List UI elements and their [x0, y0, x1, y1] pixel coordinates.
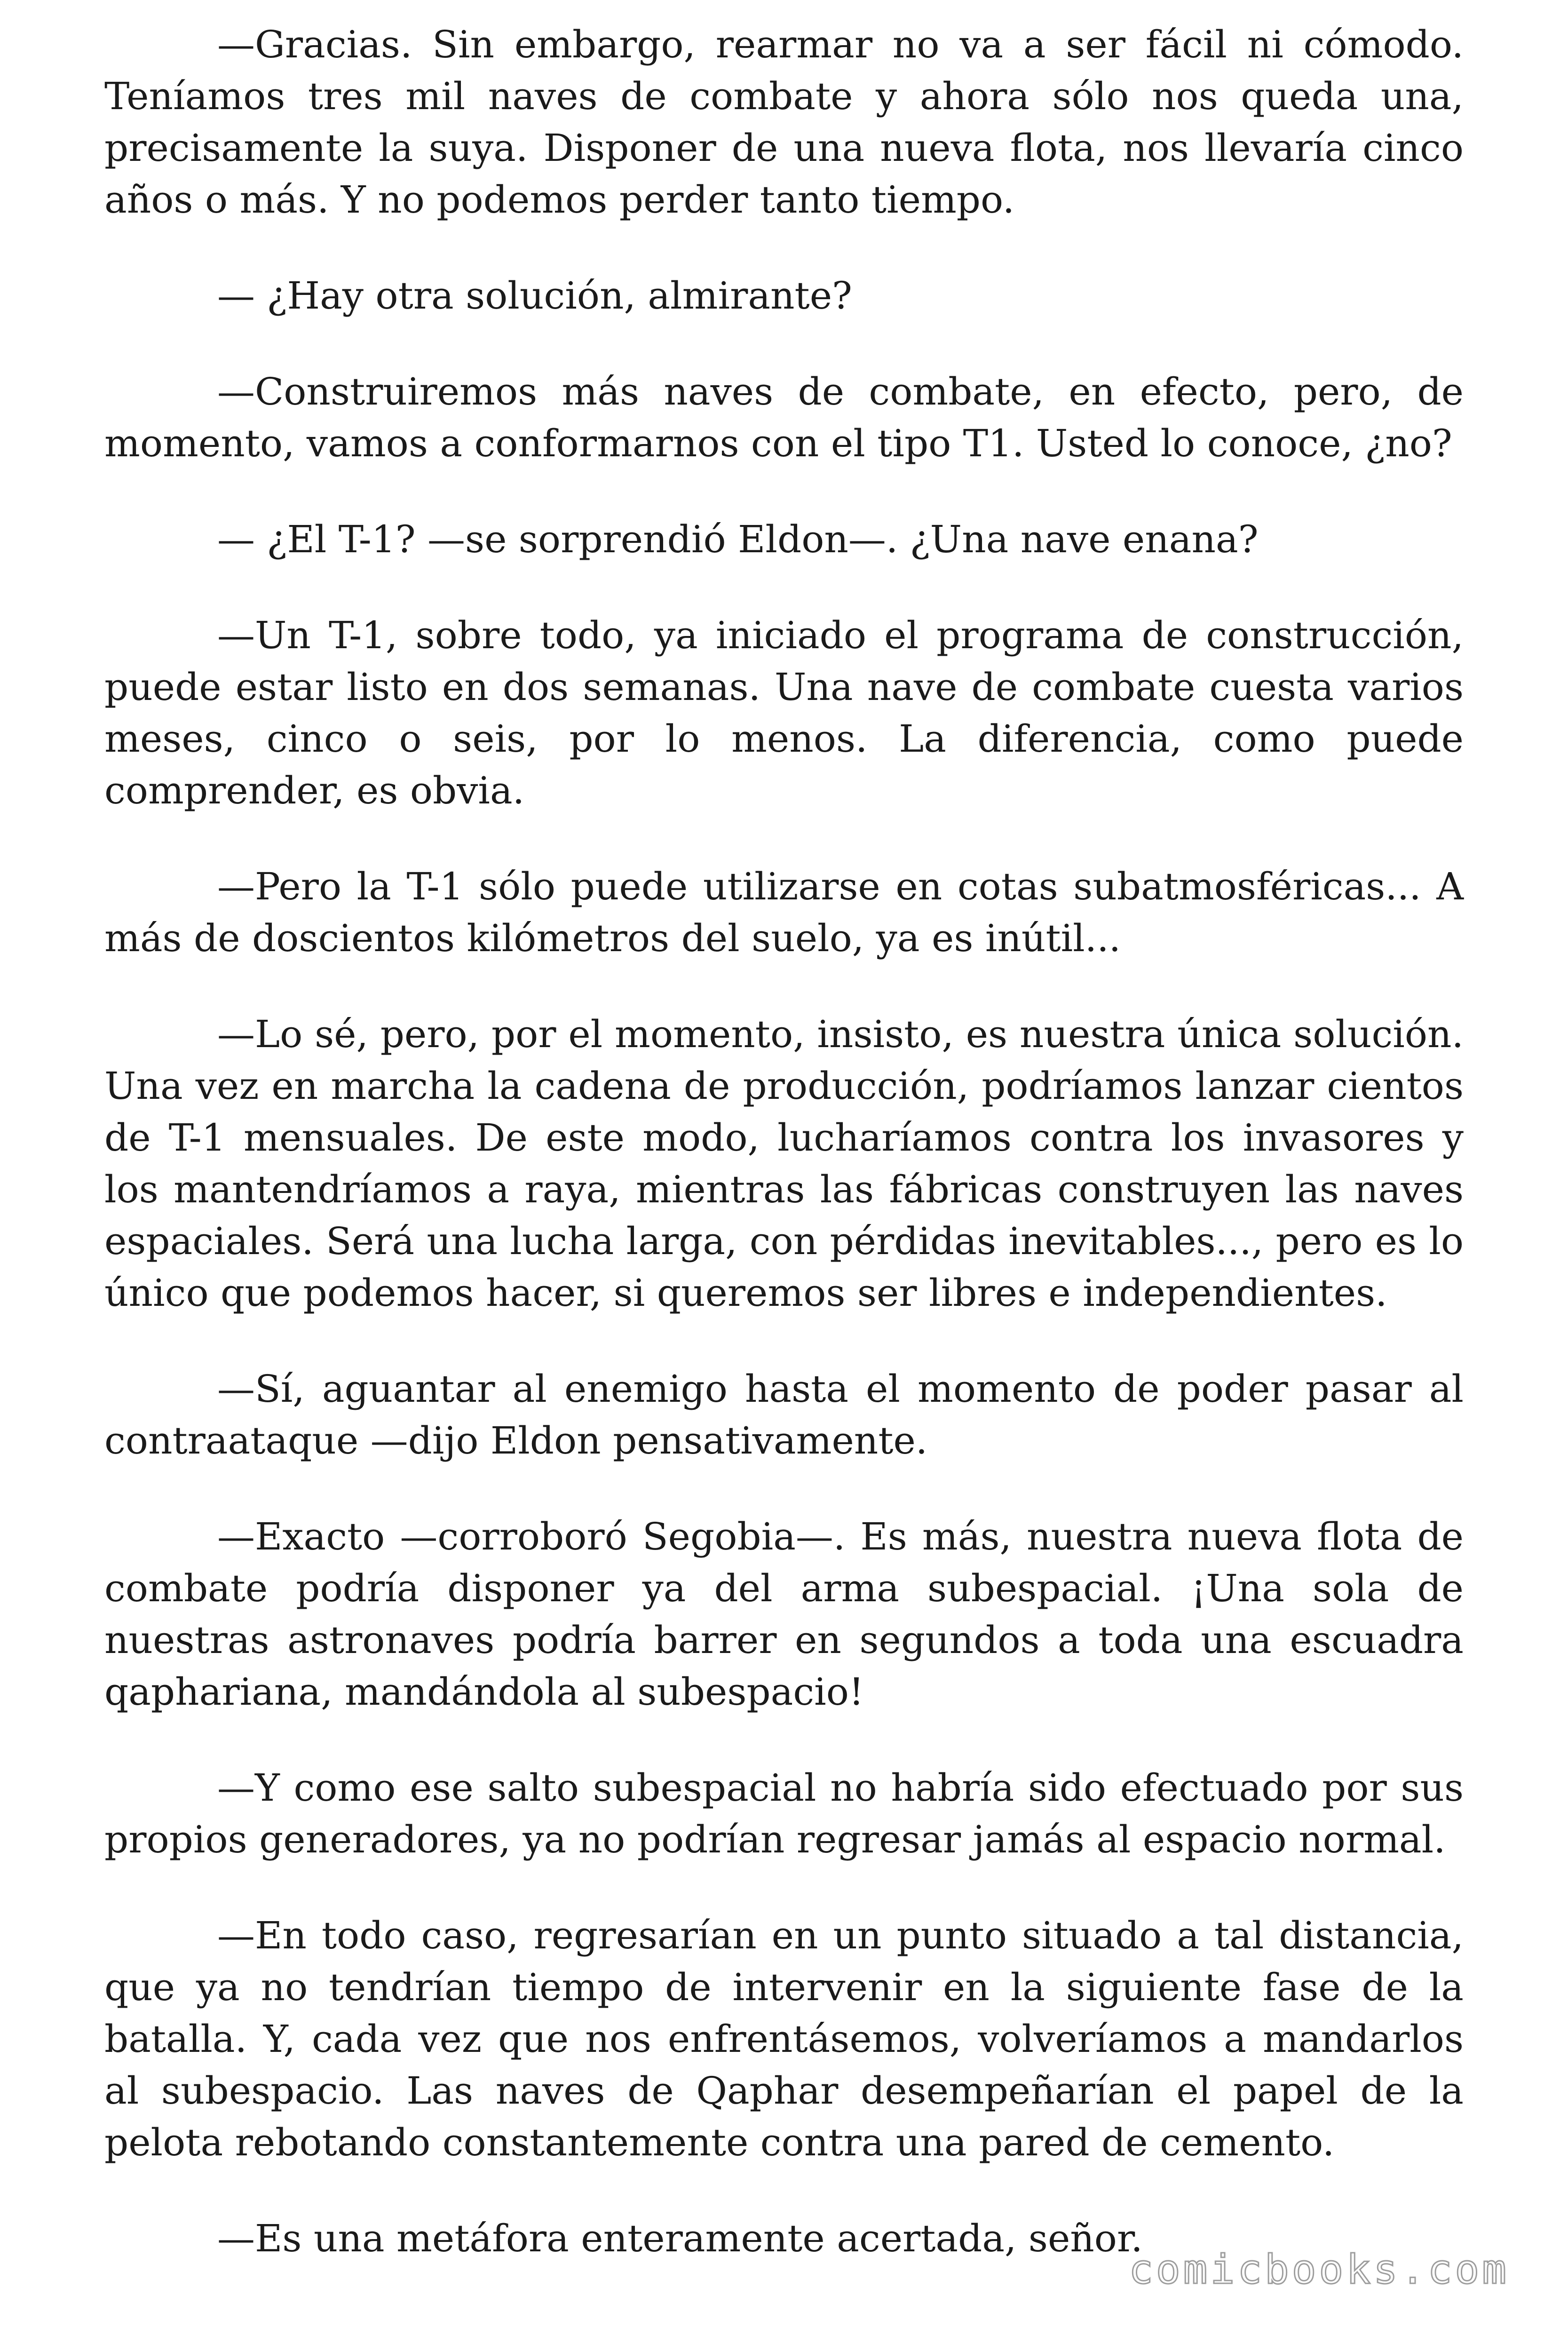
paragraph: — ¿El T-1? —se sorprendió Eldon—. ¿Una nave enana?	[217, 517, 1259, 561]
paragraph: —Lo sé, pero, por el momento, insisto, es nuestra única solución. Una vez en marcha la cadena de producción, podríamos lanzar cientos de T-1 mensuales. De este modo, lucharíamos contra los invasores y los mantendríamos a raya, mientras las fábricas construyen las naves espaciales. Será una lucha larga, con pérdidas inevitables..., pero es lo único que podemos hacer, si queremos ser libres e independientes.	[104, 1012, 1464, 1315]
watermark: comicbooks.com	[1129, 2246, 1509, 2293]
text-body	[104, 19, 1464, 2309]
paragraph: —Pero la T-1 sólo puede utilizarse en cotas subatmosféricas... A más de doscientos kilómetros del suelo, ya es inútil...	[104, 865, 1464, 960]
paragraph: —Gracias. Sin embargo, rearmar no va a ser fácil ni cómodo. Teníamos tres mil naves de combate y ahora sólo nos queda una, precisamente la suya. Disponer de una nueva flota, nos llevaría cinco años o más. Y no podemos perder tanto tiempo.	[104, 23, 1464, 222]
paragraph: —Sí, aguantar al enemigo hasta el momento de poder pasar al contraataque —dijo Eldon pensativamente.	[104, 1367, 1464, 1462]
paragraph: —Construiremos más naves de combate, en efecto, pero, de momento, vamos a conformarnos con el tipo T1. Usted lo conoce, ¿no?	[104, 370, 1464, 465]
paragraph: —Es una metáfora enteramente acertada, señor.	[217, 2217, 1143, 2260]
paragraph: —Y como ese salto subespacial no habría sido efectuado por sus propios generadores, ya no podrían regresar jamás al espacio normal.	[104, 1766, 1464, 1861]
paragraph: —Un T-1, sobre todo, ya iniciado el programa de construcción, puede estar listo en dos semanas. Una nave de combate cuesta varios meses, cinco o seis, por lo menos. La diferencia, como puede comprender, es obvia.	[104, 613, 1464, 812]
paragraph: —En todo caso, regresarían en un punto situado a tal distancia, que ya no tendrían tiempo de intervenir en la siguiente fase de la batalla. Y, cada vez que nos enfrentásemos, volveríamos a mandarlos al subespacio. Las naves de Qaphar desempeñarían el papel de la pelota rebotando constantemente contra una pared de cemento.	[104, 1914, 1464, 2164]
paragraph: — ¿Hay otra solución, almirante?	[217, 274, 852, 318]
paragraph: —Exacto —corroboró Segobia—. Es más, nuestra nueva flota de combate podría disponer ya del arma subespacial. ¡Una sola de nuestras astronaves podría barrer en segundos a toda una escuadra qaphariana, mandándola al subespacio!	[104, 1515, 1464, 1714]
